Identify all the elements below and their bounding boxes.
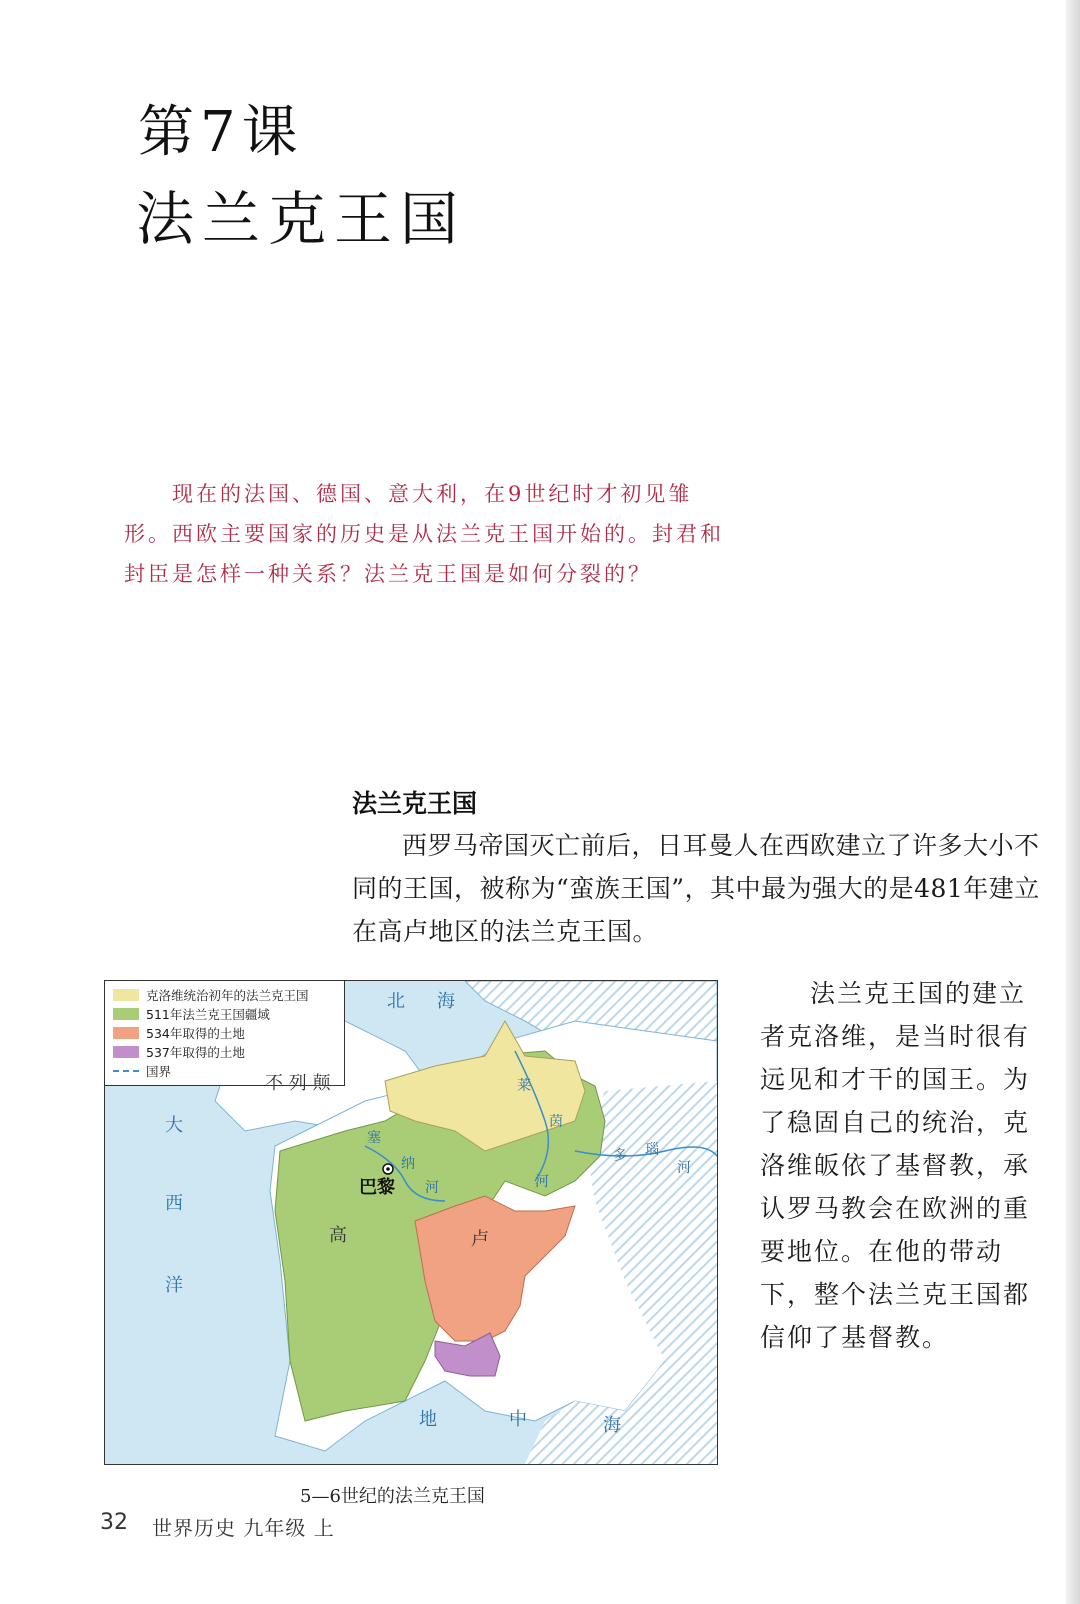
legend-label: 511年法兰克王国疆域 — [146, 1007, 270, 1022]
label-paris: 巴黎 — [359, 1177, 395, 1198]
frankish-kingdom-map — [104, 980, 718, 1465]
legend-border-line — [113, 1070, 139, 1072]
legend-item — [113, 1044, 245, 1060]
label-atlantic-2: 西 — [165, 1193, 183, 1214]
intro-text: 现在的法国、德国、意大利，在9世纪时才初见雏形。西欧主要国家的历史是从法兰克王国开始的。封君和封臣是怎样一种关系？法兰克王国是如何分裂的？ — [124, 482, 724, 586]
label-gaul-2: 卢 — [471, 1229, 489, 1250]
label-seine-2: 纳 — [401, 1156, 415, 1172]
legend-item — [113, 1063, 171, 1079]
legend-item — [113, 1025, 245, 1041]
section-heading: 法兰克王国 — [352, 789, 478, 818]
label-mediterranean-1: 地 — [419, 1409, 437, 1430]
paragraph-1: 西罗马帝国灭亡前后，日耳曼人在西欧建立了许多大小不同的王国，被称为“蛮族王国”，其中最为强大的是481年建立在高卢地区的法兰克王国。 — [352, 831, 1040, 946]
legend-label: 534年取得的土地 — [146, 1026, 245, 1041]
lesson-title: 法兰克王国 — [136, 185, 467, 253]
page-number: 32 — [100, 1510, 128, 1535]
label-atlantic-1: 大 — [165, 1115, 183, 1136]
label-danube-2: 瑙 — [645, 1142, 659, 1158]
label-seine-3: 河 — [425, 1180, 439, 1196]
legend-label: 国界 — [146, 1064, 172, 1079]
label-danube-3: 河 — [677, 1160, 691, 1176]
legend-item — [113, 987, 309, 1003]
label-north-sea-1: 北 — [387, 991, 405, 1012]
label-danube-1: 多 — [613, 1148, 627, 1164]
page-edge-shadow — [1066, 0, 1080, 1604]
label-north-sea-2: 海 — [437, 991, 455, 1012]
label-rhine-1: 莱 — [517, 1078, 531, 1094]
label-seine-1: 塞 — [367, 1130, 381, 1146]
paragraph-2: 法兰克王国的建立者克洛维，是当时很有远见和才干的国王。为了稳固自己的统治，克洛维皈依了基督教，承认罗马教会在欧洲的重要地位。在他的带动下，整个法兰克王国都信仰了基督教。 — [760, 979, 1031, 1352]
book-title: 世界历史 九年级 上 — [152, 1516, 335, 1540]
lesson-number: 第7课 — [138, 100, 304, 165]
label-gaul-1: 高 — [329, 1225, 347, 1246]
legend-item — [113, 1006, 270, 1022]
legend-swatch — [113, 1027, 139, 1039]
map-caption: 5—6世纪的法兰克王国 — [300, 1486, 485, 1507]
legend-swatch — [113, 989, 139, 1001]
legend-label: 537年取得的土地 — [146, 1045, 245, 1060]
label-rhine-2: 茵 — [549, 1114, 563, 1130]
label-atlantic-3: 洋 — [165, 1275, 183, 1296]
label-mediterranean-2: 中 — [509, 1409, 527, 1430]
legend-swatch — [113, 1008, 139, 1020]
legend-swatch — [113, 1046, 139, 1058]
label-mediterranean-3: 海 — [603, 1415, 621, 1436]
legend-label: 克洛维统治初年的法兰克王国 — [146, 988, 309, 1003]
label-rhine-3: 河 — [535, 1174, 549, 1190]
label-britain: 不 列 颠 — [265, 1073, 331, 1094]
